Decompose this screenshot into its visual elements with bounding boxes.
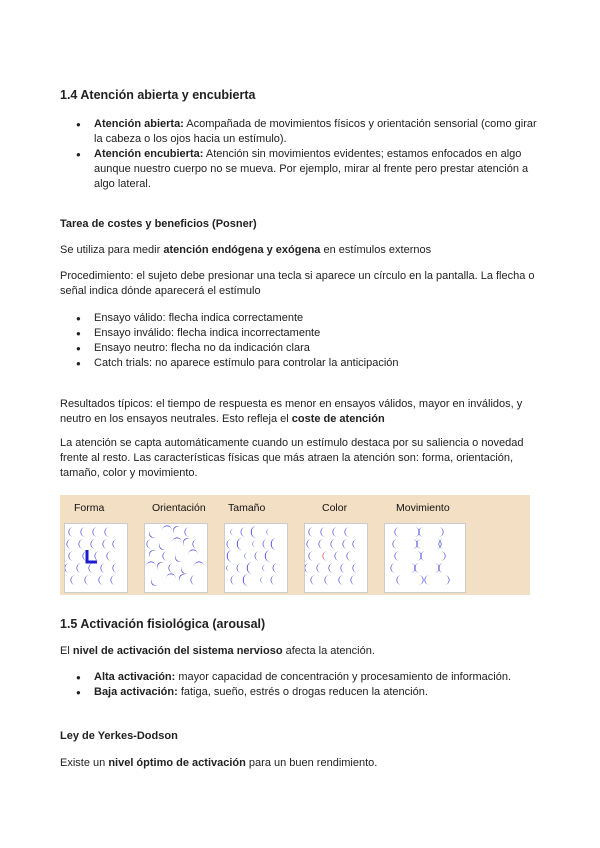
crescent-shape	[79, 539, 84, 549]
crescent-shape	[393, 539, 398, 549]
crescent-shape	[181, 536, 192, 547]
crescent-shape	[251, 526, 257, 539]
crescent-shape	[311, 575, 316, 585]
crescent-shape	[351, 575, 356, 585]
crescent-shape	[185, 527, 190, 537]
yerkes-dodson-heading: Ley de Yerkes-Dodson	[60, 730, 178, 742]
crescent-shape	[147, 539, 152, 549]
target-crescent-shape	[323, 551, 328, 561]
list-item-trial: ● Ensayo inválido: flecha indica incorrectamente	[76, 326, 546, 341]
crescent-shape	[111, 575, 116, 585]
crescent-shape	[179, 566, 190, 577]
crescent-shape	[107, 551, 112, 561]
list-item-covert-attention	[76, 147, 546, 192]
crescent-shape	[169, 563, 174, 573]
attention-types-list	[76, 117, 546, 192]
crescent-shape	[177, 572, 188, 583]
crescent-shape	[69, 551, 74, 561]
crescent-shape	[147, 548, 158, 559]
crescent-shape	[65, 563, 70, 573]
crescent-shape	[226, 565, 230, 572]
list-item-overt-attention	[76, 117, 546, 147]
crescent-shape	[419, 575, 424, 585]
term-low-arousal: Baja activación:	[94, 686, 178, 698]
posner-intro-bold: atención endógena y exógena	[163, 244, 321, 256]
figure-label-forma: Forma	[74, 502, 105, 514]
figure-panel-forma	[64, 523, 128, 593]
crescent-shape	[439, 527, 444, 537]
crescent-shape	[171, 524, 182, 534]
definition-low-arousal: fatiga, sueño, estrés o drogas reducen la atención.	[177, 686, 428, 698]
list-item-trial: ● Ensayo neutro: flecha no da indicación clara	[76, 341, 546, 356]
posner-intro-prefix: Se utiliza para medir	[60, 244, 164, 256]
crescent-shape	[67, 539, 72, 549]
attention-capture-paragraph: La atención se capta automáticamente cuando un estímulo destaca por su saliencia o novedad frente al resto. Las características físicas que más atraen la atención son: forma, orientación, tamaño, color y movimiento.	[60, 437, 524, 479]
crescent-shape	[113, 539, 118, 549]
crescent-shape	[191, 575, 196, 585]
yerkes-text-suffix: para un buen rendimiento.	[245, 757, 378, 769]
crescent-shape	[237, 563, 242, 573]
crescent-shape	[77, 563, 82, 573]
crescent-shape	[194, 562, 204, 567]
crescent-shape	[99, 575, 104, 585]
crescent-shape	[241, 527, 246, 537]
arousal-levels-list	[76, 670, 546, 700]
crescent-shape	[397, 575, 402, 585]
crescent-shape	[343, 539, 348, 549]
arousal-intro-prefix: El	[60, 645, 73, 657]
crescent-shape	[425, 575, 430, 585]
crescent-shape	[227, 539, 232, 549]
crescent-shape	[391, 563, 396, 573]
crescent-shape	[252, 541, 256, 548]
crescent-shape	[230, 529, 234, 536]
figure-panel-forma-graphic	[65, 524, 127, 592]
trial-types-list	[76, 311, 546, 371]
definition-high-arousal: mayor capacidad de concentración y procesamiento de información.	[175, 671, 511, 683]
crescent-shape	[445, 575, 450, 585]
crescent-shape	[319, 539, 324, 549]
term-overt-attention: Atención abierta:	[94, 118, 184, 130]
crescent-shape	[146, 562, 156, 567]
figure-label-orientacion: Orientación	[152, 502, 206, 514]
figure-panel-orientacion-graphic	[145, 524, 207, 592]
list-item-low-arousal	[76, 685, 546, 700]
crescent-shape	[85, 575, 90, 585]
crescent-shape	[193, 539, 198, 549]
crescent-shape	[237, 538, 243, 551]
posner-procedure: Procedimiento: el sujeto debe presionar una tecla si aparece un círculo en la pantalla. La flecha o señal indica dónde aparecerá el estímulo	[60, 270, 535, 297]
crescent-shape	[101, 563, 106, 573]
crescent-shape	[317, 563, 322, 573]
figure-panel-color	[304, 523, 368, 593]
posner-results	[60, 397, 545, 427]
figure-panel-orientacion	[144, 523, 208, 593]
term-covert-attention: Atención encubierta:	[94, 148, 204, 160]
crescent-shape	[339, 575, 344, 585]
yerkes-dodson-text	[60, 756, 545, 771]
crescent-shape	[353, 539, 358, 549]
crescent-shape	[172, 538, 182, 543]
crescent-shape	[231, 575, 236, 585]
crescent-shape	[265, 550, 271, 563]
crescent-shape	[262, 565, 266, 572]
crescent-shape	[325, 575, 330, 585]
crescent-shape	[163, 551, 168, 561]
crescent-shape	[321, 527, 326, 537]
crescent-shape	[95, 551, 100, 561]
crescent-shape	[395, 527, 400, 537]
crescent-shape	[244, 553, 248, 560]
crescent-shape	[271, 575, 276, 585]
figure-panel-color-graphic	[305, 524, 367, 592]
crescent-shape	[347, 551, 352, 561]
target-l-shape	[87, 550, 97, 562]
posner-results-prefix: Resultados típicos: el tiempo de respuesta es menor en ensayos válidos, mayor en inválidos, y neutro en los ensayos neutrales. Esto refleja el	[60, 398, 523, 425]
figure-label-color: Color	[322, 502, 348, 514]
crescent-shape	[271, 538, 277, 551]
crescent-shape	[335, 551, 340, 561]
figure-panel-tamano-graphic	[225, 524, 287, 592]
crescent-shape	[91, 539, 96, 549]
crescent-shape	[345, 527, 350, 537]
crescent-shape	[333, 527, 338, 537]
crescent-shape	[81, 527, 86, 537]
visual-search-figure	[60, 495, 530, 595]
crescent-shape	[329, 563, 334, 573]
arousal-intro-bold: nivel de activación del sistema nervioso	[72, 645, 283, 657]
crescent-shape	[103, 539, 108, 549]
crescent-shape	[331, 539, 336, 549]
crescent-shape	[71, 575, 76, 585]
posner-intro	[60, 243, 545, 258]
crescent-shape	[395, 551, 400, 561]
crescent-shape	[305, 563, 310, 573]
crescent-shape	[273, 563, 278, 573]
yerkes-text-bold: nivel óptimo de activación	[108, 757, 246, 769]
posner-results-bold: coste de atención	[291, 413, 385, 425]
crescent-shape	[263, 539, 268, 549]
crescent-shape	[260, 577, 264, 584]
crescent-shape	[149, 578, 160, 589]
crescent-shape	[113, 563, 118, 573]
crescent-shape	[309, 527, 314, 537]
section-heading-1-5: 1.5 Activación fisiológica (arousal)	[60, 617, 266, 631]
crescent-shape	[105, 527, 110, 537]
crescent-shape	[162, 526, 172, 531]
crescent-shape	[188, 550, 198, 555]
definition-overt-attention: Acompañada de movimientos físicos y orientación sensorial (como girar la cabeza o los ojos hacia un estímulo).	[94, 118, 537, 145]
crescent-shape	[173, 554, 184, 565]
crescent-shape	[243, 574, 249, 587]
figure-panel-tamano	[224, 523, 288, 593]
yerkes-text-prefix: Existe un	[60, 757, 109, 769]
figure-label-movimiento: Movimiento	[396, 502, 450, 514]
figure-label-tamano: Tamaño	[228, 502, 266, 514]
definition-covert-attention: Atención sin movimientos evidentes; estamos enfocados en algo aunque nuestro cuerpo no se mueva. Por ejemplo, mirar al frente pero prestar atención a algo lateral.	[94, 148, 529, 190]
crescent-shape	[247, 562, 253, 575]
crescent-shape	[227, 550, 233, 563]
crescent-shape	[155, 560, 166, 571]
posner-intro-suffix: en estímulos externos	[320, 244, 432, 256]
crescent-shape	[353, 563, 358, 573]
figure-panel-movimiento-graphic	[385, 524, 465, 592]
crescent-shape	[307, 539, 312, 549]
crescent-shape	[309, 551, 314, 561]
list-item-trial: ● Catch trials: no aparece estímulo para controlar la anticipación	[76, 356, 546, 371]
crescent-shape	[341, 563, 346, 573]
posner-heading: Tarea de costes y beneficios (Posner)	[60, 218, 257, 230]
figure-panel-movimiento	[384, 523, 466, 593]
arousal-intro	[60, 644, 545, 659]
arousal-intro-suffix: afecta la atención.	[282, 645, 375, 657]
crescent-shape	[89, 563, 94, 573]
list-item-trial: ● Ensayo válido: flecha indica correctamente	[76, 311, 546, 326]
crescent-shape	[166, 574, 176, 579]
list-item-high-arousal	[76, 670, 546, 685]
crescent-shape	[441, 551, 446, 561]
section-heading-1-4: 1.4 Atención abierta y encubierta	[60, 88, 256, 102]
crescent-shape	[266, 529, 270, 536]
crescent-shape	[93, 527, 98, 537]
term-high-arousal: Alta activación:	[94, 671, 176, 683]
crescent-shape	[69, 527, 74, 537]
crescent-shape	[255, 551, 260, 561]
crescent-shape	[147, 530, 158, 541]
crescent-shape	[157, 542, 168, 553]
